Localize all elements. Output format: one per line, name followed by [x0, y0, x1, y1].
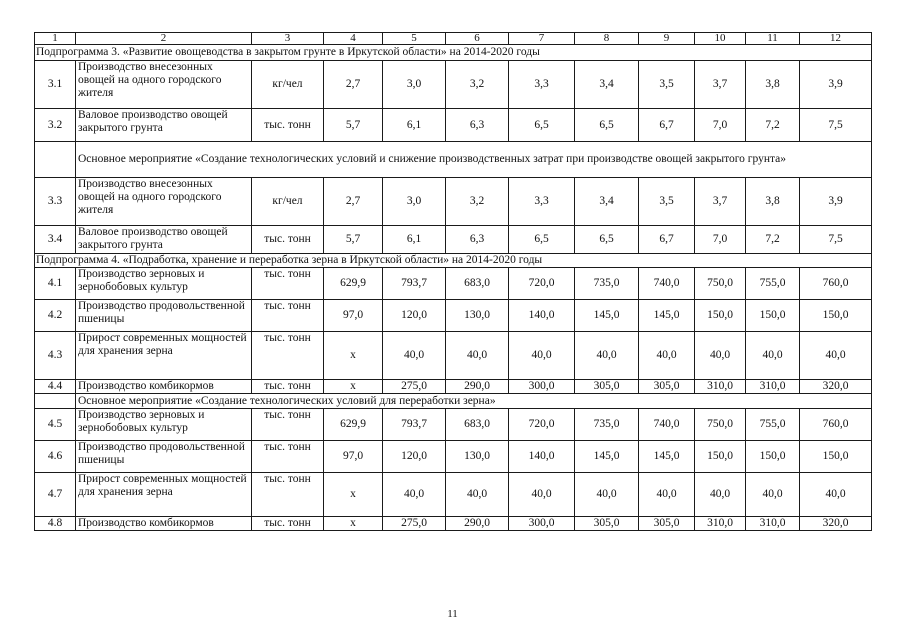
empty-cell	[35, 394, 76, 409]
value-cell: 755,0	[746, 409, 800, 441]
value-cell: 40,0	[800, 473, 872, 517]
value-cell: 6,7	[639, 109, 695, 142]
value-cell: 6,1	[383, 226, 446, 254]
indicator-name: Производство продовольственной пшеницы	[76, 300, 252, 332]
value-cell: 40,0	[639, 332, 695, 380]
value-cell: 3,7	[695, 178, 746, 226]
row-number: 4.2	[35, 300, 76, 332]
value-cell: 290,0	[446, 517, 509, 531]
table-row	[35, 109, 872, 142]
unit-cell: тыс. тонн	[252, 409, 324, 441]
value-cell: 750,0	[695, 409, 746, 441]
value-cell: 3,3	[509, 178, 575, 226]
value-cell: 755,0	[746, 268, 800, 300]
column-header-2: 2	[76, 33, 252, 45]
table-body	[35, 33, 872, 531]
activity-title: Основное мероприятие «Создание технологических условий и снижение производственных затрат при производстве овощей закрытого грунта»	[76, 142, 872, 178]
value-cell: 40,0	[746, 332, 800, 380]
value-cell: 7,0	[695, 226, 746, 254]
column-header-9: 9	[639, 33, 695, 45]
row-number: 3.2	[35, 109, 76, 142]
row-number: 4.5	[35, 409, 76, 441]
row-number: 4.1	[35, 268, 76, 300]
unit-cell: тыс. тонн	[252, 268, 324, 300]
value-cell: 310,0	[695, 380, 746, 394]
table-row	[35, 300, 872, 332]
value-cell: 150,0	[746, 441, 800, 473]
value-cell: 5,7	[324, 109, 383, 142]
value-cell: 97,0	[324, 300, 383, 332]
column-header-1: 1	[35, 33, 76, 45]
value-cell: 3,8	[746, 61, 800, 109]
column-header-row	[35, 33, 872, 45]
column-header-4: 4	[324, 33, 383, 45]
unit-cell: кг/чел	[252, 178, 324, 226]
value-cell: 5,7	[324, 226, 383, 254]
value-cell: 300,0	[509, 380, 575, 394]
value-cell: 683,0	[446, 268, 509, 300]
subprogram-row	[35, 45, 872, 61]
unit-cell: кг/чел	[252, 61, 324, 109]
value-cell: 760,0	[800, 409, 872, 441]
value-cell: 40,0	[383, 473, 446, 517]
row-number: 3.3	[35, 178, 76, 226]
empty-cell	[35, 142, 76, 178]
page-number: 11	[447, 608, 458, 620]
indicator-name: Производство продовольственной пшеницы	[76, 441, 252, 473]
value-cell: 3,7	[695, 61, 746, 109]
value-cell: 275,0	[383, 380, 446, 394]
row-number: 4.3	[35, 332, 76, 380]
value-cell: 6,3	[446, 109, 509, 142]
value-cell: х	[324, 517, 383, 531]
value-cell: 3,5	[639, 61, 695, 109]
indicator-name: Производство внесезонных овощей на одного городского жителя	[76, 178, 252, 226]
unit-cell: тыс. тонн	[252, 441, 324, 473]
column-header-10: 10	[695, 33, 746, 45]
row-number: 3.1	[35, 61, 76, 109]
value-cell: 3,4	[575, 178, 639, 226]
value-cell: 145,0	[639, 441, 695, 473]
value-cell: 629,9	[324, 268, 383, 300]
indicators-table	[34, 32, 872, 531]
activity-row	[35, 394, 872, 409]
value-cell: х	[324, 332, 383, 380]
subprogram-row	[35, 254, 872, 268]
value-cell: 793,7	[383, 409, 446, 441]
value-cell: 6,7	[639, 226, 695, 254]
column-header-11: 11	[746, 33, 800, 45]
value-cell: 120,0	[383, 441, 446, 473]
value-cell: 275,0	[383, 517, 446, 531]
table-row	[35, 380, 872, 394]
table-row	[35, 61, 872, 109]
table-row	[35, 332, 872, 380]
value-cell: 735,0	[575, 409, 639, 441]
row-number: 4.7	[35, 473, 76, 517]
value-cell: 300,0	[509, 517, 575, 531]
value-cell: 97,0	[324, 441, 383, 473]
value-cell: 3,0	[383, 61, 446, 109]
unit-cell: тыс. тонн	[252, 226, 324, 254]
value-cell: 145,0	[639, 300, 695, 332]
value-cell: 140,0	[509, 441, 575, 473]
value-cell: 40,0	[639, 473, 695, 517]
table-row	[35, 441, 872, 473]
value-cell: 750,0	[695, 268, 746, 300]
column-header-5: 5	[383, 33, 446, 45]
value-cell: 3,9	[800, 61, 872, 109]
value-cell: 629,9	[324, 409, 383, 441]
value-cell: 6,5	[509, 109, 575, 142]
value-cell: 305,0	[639, 380, 695, 394]
value-cell: 3,9	[800, 178, 872, 226]
column-header-8: 8	[575, 33, 639, 45]
value-cell: 793,7	[383, 268, 446, 300]
table-row	[35, 226, 872, 254]
value-cell: 290,0	[446, 380, 509, 394]
value-cell: 40,0	[446, 332, 509, 380]
value-cell: 150,0	[746, 300, 800, 332]
table-row	[35, 517, 872, 531]
unit-cell: тыс. тонн	[252, 517, 324, 531]
value-cell: 305,0	[575, 380, 639, 394]
value-cell: х	[324, 380, 383, 394]
value-cell: 6,5	[509, 226, 575, 254]
value-cell: 320,0	[800, 517, 872, 531]
value-cell: 145,0	[575, 441, 639, 473]
column-header-12: 12	[800, 33, 872, 45]
value-cell: 7,2	[746, 109, 800, 142]
value-cell: 150,0	[800, 300, 872, 332]
value-cell: 40,0	[746, 473, 800, 517]
value-cell: 720,0	[509, 409, 575, 441]
value-cell: 3,8	[746, 178, 800, 226]
value-cell: 7,0	[695, 109, 746, 142]
value-cell: 3,3	[509, 61, 575, 109]
row-number: 3.4	[35, 226, 76, 254]
table-row	[35, 473, 872, 517]
value-cell: 3,2	[446, 178, 509, 226]
indicator-name: Валовое производство овощей закрытого грунта	[76, 226, 252, 254]
value-cell: 683,0	[446, 409, 509, 441]
value-cell: 120,0	[383, 300, 446, 332]
column-header-3: 3	[252, 33, 324, 45]
value-cell: 2,7	[324, 61, 383, 109]
value-cell: 305,0	[575, 517, 639, 531]
value-cell: 40,0	[695, 473, 746, 517]
value-cell: 7,2	[746, 226, 800, 254]
row-number: 4.4	[35, 380, 76, 394]
value-cell: 3,4	[575, 61, 639, 109]
table-row	[35, 409, 872, 441]
unit-cell: тыс. тонн	[252, 300, 324, 332]
value-cell: 720,0	[509, 268, 575, 300]
indicator-name: Производство комбикормов	[76, 380, 252, 394]
table-row	[35, 178, 872, 226]
value-cell: 130,0	[446, 441, 509, 473]
indicator-name: Производство внесезонных овощей на одного городского жителя	[76, 61, 252, 109]
value-cell: 7,5	[800, 226, 872, 254]
unit-cell: тыс. тонн	[252, 473, 324, 517]
activity-row	[35, 142, 872, 178]
value-cell: 310,0	[746, 517, 800, 531]
value-cell: 3,5	[639, 178, 695, 226]
value-cell: 3,2	[446, 61, 509, 109]
indicator-name: Производство зерновых и зернобобовых культур	[76, 268, 252, 300]
value-cell: 305,0	[639, 517, 695, 531]
value-cell: 6,5	[575, 226, 639, 254]
value-cell: 40,0	[575, 332, 639, 380]
column-header-6: 6	[446, 33, 509, 45]
value-cell: 310,0	[746, 380, 800, 394]
value-cell: 40,0	[575, 473, 639, 517]
value-cell: 740,0	[639, 268, 695, 300]
column-header-7: 7	[509, 33, 575, 45]
value-cell: 2,7	[324, 178, 383, 226]
value-cell: 735,0	[575, 268, 639, 300]
value-cell: 140,0	[509, 300, 575, 332]
value-cell: 7,5	[800, 109, 872, 142]
value-cell: 40,0	[446, 473, 509, 517]
value-cell: 40,0	[695, 332, 746, 380]
indicator-name: Производство зерновых и зернобобовых культур	[76, 409, 252, 441]
indicator-name: Производство комбикормов	[76, 517, 252, 531]
row-number: 4.6	[35, 441, 76, 473]
value-cell: 150,0	[800, 441, 872, 473]
value-cell: 310,0	[695, 517, 746, 531]
value-cell: 40,0	[509, 332, 575, 380]
value-cell: 320,0	[800, 380, 872, 394]
row-number: 4.8	[35, 517, 76, 531]
value-cell: 130,0	[446, 300, 509, 332]
value-cell: 150,0	[695, 441, 746, 473]
value-cell: 40,0	[509, 473, 575, 517]
unit-cell: тыс. тонн	[252, 380, 324, 394]
subprogram-title: Подпрограмма 3. «Развитие овощеводства в закрытом грунте в Иркутской области» на 2014-2020 годы	[35, 45, 872, 61]
value-cell: 145,0	[575, 300, 639, 332]
value-cell: 40,0	[800, 332, 872, 380]
value-cell: 6,3	[446, 226, 509, 254]
value-cell: х	[324, 473, 383, 517]
indicator-name: Прирост современных мощностей для хранения зерна	[76, 332, 252, 380]
indicator-name: Прирост современных мощностей для хранения зерна	[76, 473, 252, 517]
table-row	[35, 268, 872, 300]
unit-cell: тыс. тонн	[252, 109, 324, 142]
subprogram-title: Подпрограмма 4. «Подработка, хранение и переработка зерна в Иркутской области» на 2014-2020 годы	[35, 254, 872, 268]
value-cell: 6,5	[575, 109, 639, 142]
indicator-name: Валовое производство овощей закрытого грунта	[76, 109, 252, 142]
value-cell: 6,1	[383, 109, 446, 142]
value-cell: 40,0	[383, 332, 446, 380]
activity-title: Основное мероприятие «Создание технологических условий для переработки зерна»	[76, 394, 872, 409]
value-cell: 3,0	[383, 178, 446, 226]
value-cell: 740,0	[639, 409, 695, 441]
value-cell: 150,0	[695, 300, 746, 332]
unit-cell: тыс. тонн	[252, 332, 324, 380]
value-cell: 760,0	[800, 268, 872, 300]
